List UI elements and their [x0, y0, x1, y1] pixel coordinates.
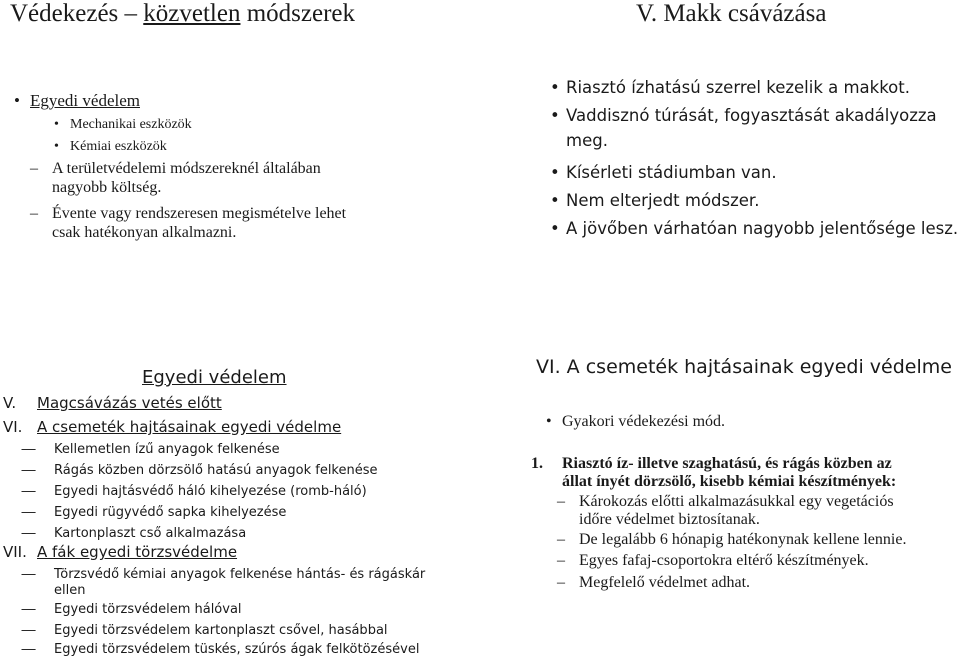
- list-item: — Kartonplaszt cső alkalmazása: [54, 526, 246, 541]
- list-item: — Egyedi hajtásvédő háló kihelyezése (romb-háló): [54, 484, 367, 499]
- list-item-continuation: meg.: [566, 131, 608, 150]
- list-item-continuation: nagyobb költség.: [52, 179, 162, 196]
- list-item: – Egyes fafaj-csoportokra eltérő készítmények.: [579, 552, 869, 570]
- list-item: — Egyedi törzsvédelem hálóval: [54, 602, 242, 617]
- list-item: — Törzsvédő kémiai anyagok felkenése hántás- és rágáskár: [54, 567, 425, 582]
- slide-title: Védekezés – közvetlen módszerek: [10, 0, 355, 27]
- list-item-continuation: ellen: [54, 583, 86, 598]
- section-number: VII.: [3, 543, 27, 561]
- numbered-index: 1.: [531, 455, 543, 472]
- slide-title: V. Makk csávázása: [636, 0, 827, 27]
- section-title: A fák egyedi törzsvédelme: [37, 543, 238, 561]
- list-item: • Riasztó ízhatású szerrel kezelik a makkot.: [566, 78, 910, 97]
- list-item: • A jövőben várhatóan nagyobb jelentősége lesz.: [566, 219, 958, 238]
- list-item-continuation: csak hatékonyan alkalmazni.: [52, 224, 237, 241]
- slide-title: VI. A csemeték hajtásainak egyedi védelme: [536, 356, 952, 378]
- section-number: V.: [3, 394, 17, 412]
- list-item: – De legalább 6 hónapig hatékonynak kellene lennie.: [579, 531, 906, 549]
- list-item: • Gyakori védekezési mód.: [562, 413, 725, 431]
- list-item-continuation: időre védelmet biztosítanak.: [579, 511, 760, 528]
- list-item: — Egyedi rügyvédő sapka kihelyezése: [54, 505, 286, 520]
- list-item: • Nem elterjedt módszer.: [566, 191, 759, 210]
- list-item: — Egyedi törzsvédelem tüskés, szúrós ágak felkötözésével: [54, 642, 419, 657]
- section-title: Magcsávázás vetés előtt: [37, 394, 222, 412]
- list-item: • Vaddisznó túrását, fogyasztását akadályozza: [566, 106, 937, 125]
- list-item: — Kellemetlen ízű anyagok felkenése: [54, 442, 280, 457]
- list-item: • Mechanikai eszközök: [70, 117, 192, 133]
- list-item: – Évente vagy rendszeresen megismételve lehet: [52, 205, 346, 223]
- list-item: • Kémiai eszközök: [70, 139, 167, 155]
- section-title: A csemeték hajtásainak egyedi védelme: [37, 418, 342, 436]
- list-item: — Rágás közben dörzsölő hatású anyagok felkenése: [54, 463, 378, 478]
- heading-egyedi-vedelem: • Egyedi védelem: [30, 91, 140, 111]
- numbered-item-continuation: állat ínyét dörzsölő, kisebb kémiai készítmények:: [562, 473, 897, 490]
- list-item: – Megfelelő védelmet adhat.: [579, 574, 750, 592]
- slide-heading: Egyedi védelem: [142, 367, 287, 388]
- numbered-item: Riasztó íz- illetve szaghatású, és rágás közben az: [562, 455, 892, 472]
- list-item: – A területvédelemi módszereknél általában: [52, 160, 321, 178]
- list-item: – Károkozás előtti alkalmazásukkal egy vegetációs: [579, 493, 894, 511]
- list-item: • Kísérleti stádiumban van.: [566, 163, 777, 182]
- section-number: VI.: [3, 418, 23, 436]
- list-item: — Egyedi törzsvédelem kartonplaszt csővel, hasábbal: [54, 623, 388, 638]
